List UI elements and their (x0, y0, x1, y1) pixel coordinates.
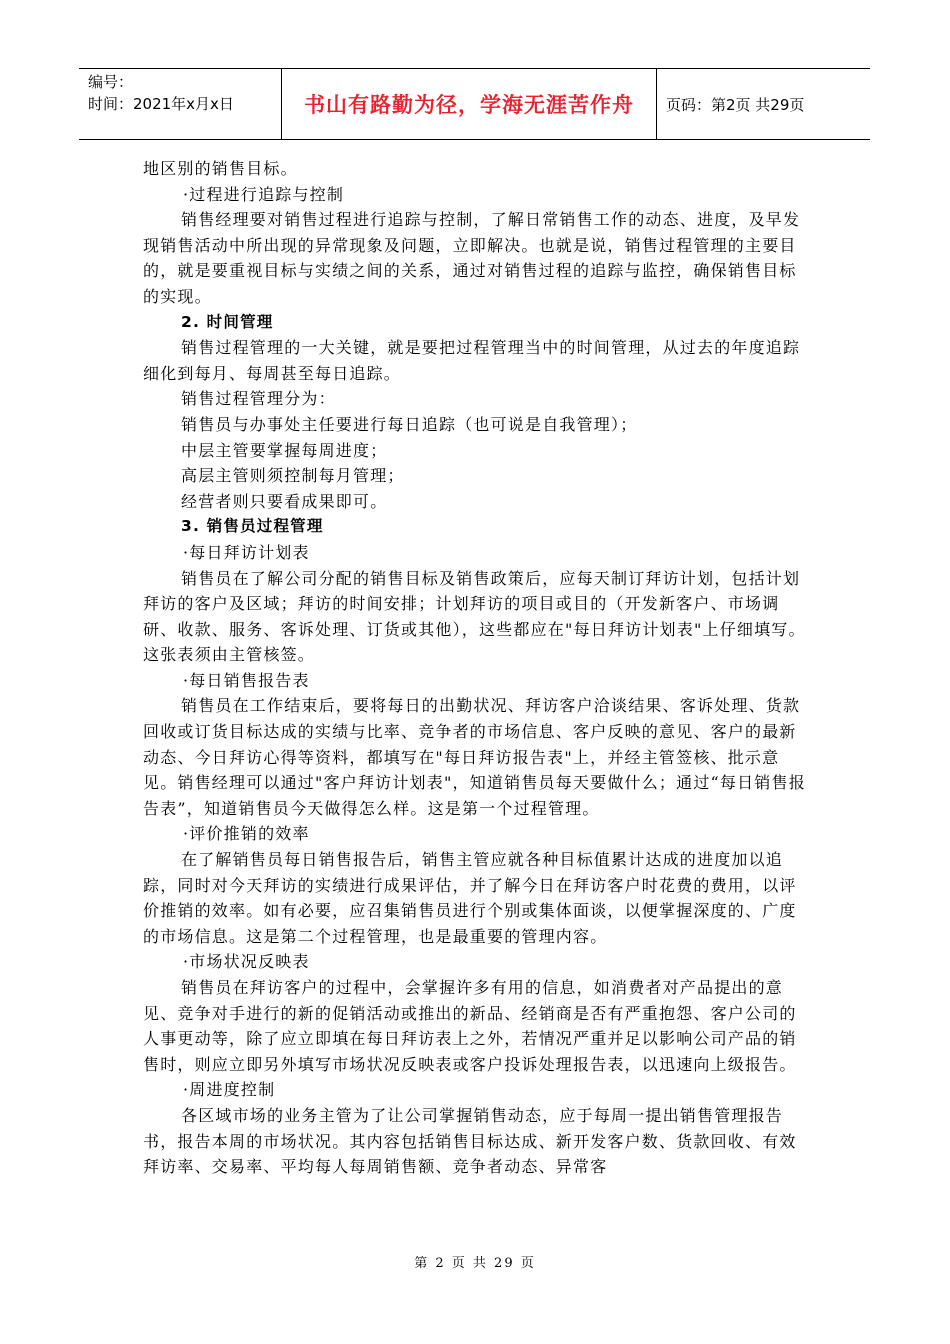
paragraph: 销售员在了解公司分配的销售目标及销售政策后，应每天制订拜访计划，包括计划拜访的客户及区域；拜访的时间安排；计划拜访的项目或目的（开发新客户、市场调研、收款、服务、客诉处理、订货或其他），这些都应在"每日拜访计划表"上仔细填写。这张表须由主管核签。 (143, 568, 806, 665)
paragraph: 销售过程管理的一大关键，就是要把过程管理当中的时间管理，从过去的年度追踪细化到每月、每周甚至每日追踪。 (143, 338, 801, 383)
paragraph: 销售员在工作结束后，要将每日的出勤状况、拜访客户洽谈结果、客诉处理、货款回收或订货目标达成的实绩与比率、竞争者的市场信息、客户反映的意见、客户的最新动态、今日拜访心得等资料，都填写在"每日拜访报告表"上，并经主管签核、批示意见。销售经理可以通过"客户拜访计划表"，知道销售员每天要做什么；通过“每日销售报告表”，知道销售员今天做得怎么样。这是第一个过程管理。 (143, 696, 806, 818)
bullet-heading: ·每日销售报告表 (183, 670, 310, 690)
section-heading: 2. 时间管理 (181, 312, 274, 331)
header-meta-cell (79, 69, 282, 139)
page-footer: 第 2 页 共 29 页 (414, 1256, 536, 1271)
paragraph: 中层主管要掌握每周进度； (181, 440, 388, 460)
section-heading: 3. 销售员过程管理 (181, 517, 324, 536)
header-motto: 书山有路勤为径，学海无涯苦作舟 (282, 69, 657, 139)
paragraph: 各区域市场的业务主管为了让公司掌握销售动态，应于每周一提出销售管理报告书，报告本周的市场状况。其内容包括销售目标达成、新开发客户数、货款回收、有效拜访率、交易率、平均每人每周销售额、竞争者动态、异常客 (143, 1105, 797, 1177)
document-body (143, 156, 813, 1180)
paragraph: 销售经理要对销售过程进行追踪与控制，了解日常销售工作的动态、进度，及早发现销售活动中所出现的异常现象及问题，立即解决。也就是说，销售过程管理的主要目的，就是要重视目标与实绩之间的关系，通过对销售过程的追踪与监控，确保销售目标的实现。 (143, 210, 801, 306)
header-page-info: 页码：第2页 共29页 (666, 95, 805, 114)
paragraph: 在了解销售员每日销售报告后，销售主管应就各种目标值累计达成的进度加以追踪，同时对今天拜访的实绩进行成果评估，并了解今日在拜访客户时花费的费用，以评价推销的效率。如有必要，应召集销售员进行个别或集体面谈，以便掌握深度的、广度的市场信息。这是第二个过程管理，也是最重要的管理内容。 (143, 850, 797, 946)
number-label: 编号： (88, 73, 134, 91)
paragraph: 地区别的销售目标。 (143, 159, 298, 178)
paragraph: 高层主管则须控制每月管理； (181, 466, 405, 486)
bullet-heading: ·每日拜访计划表 (183, 542, 310, 562)
paragraph: 销售过程管理分为： (181, 389, 336, 409)
bullet-heading: ·过程进行追踪与控制 (183, 184, 345, 204)
header-table (79, 68, 870, 140)
time-label: 时间：2021年x月x日 (88, 95, 234, 113)
bullet-heading: ·周进度控制 (183, 1080, 276, 1100)
paragraph: 销售员在拜访客户的过程中，会掌握许多有用的信息，如消费者对产品提出的意见、竞争对手进行的新的促销活动或推出的新品、经销商是否有严重抱怨、客户公司的人事更动等，除了应立即填在每日拜访表上之外，若情况严重并足以影响公司产品的销售时，则应立即另外填写市场状况反映表或客户投诉处理报告表，以迅速向上级报告。 (143, 978, 797, 1074)
bullet-heading: ·评价推销的效率 (183, 824, 310, 844)
paragraph: 经营者则只要看成果即可。 (181, 491, 388, 511)
paragraph: 销售员与办事处主任要进行每日追踪（也可说是自我管理）； (181, 414, 638, 434)
bullet-heading: ·市场状况反映表 (183, 952, 310, 972)
